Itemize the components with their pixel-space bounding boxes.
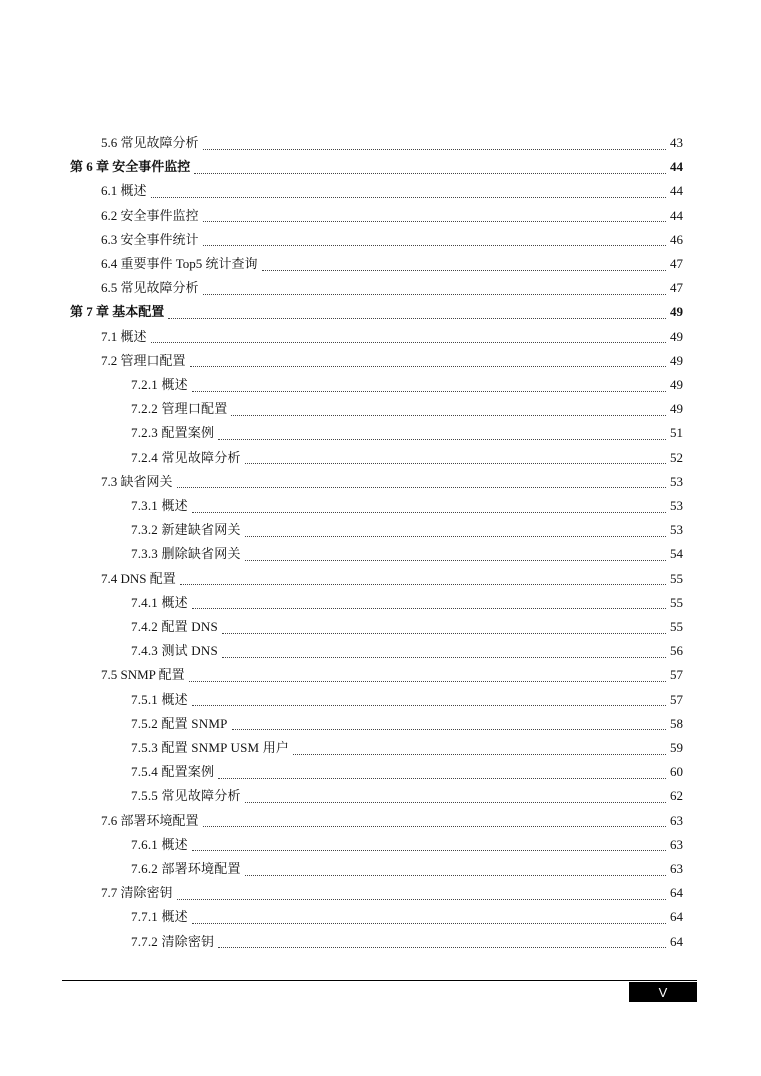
toc-leader-dots — [231, 415, 666, 416]
toc-subsection-entry[interactable] — [131, 857, 683, 881]
toc-subsection-entry[interactable] — [131, 494, 683, 518]
toc-section-entry[interactable] — [101, 567, 683, 591]
toc-page-number: 49 — [670, 352, 683, 368]
toc-leader-dots — [192, 705, 666, 706]
toc-page-number: 55 — [670, 594, 683, 610]
toc-page-number: 47 — [670, 280, 683, 296]
toc-page-number: 59 — [670, 740, 683, 755]
toc-leader-dots — [194, 173, 666, 174]
toc-entry-title: 7.2.3 配置案例 — [131, 425, 215, 441]
toc-entry-title: 7.6.1 概述 — [131, 836, 188, 852]
toc-entry-title: 7.3.2 新建缺省网关 — [131, 522, 241, 538]
toc-page-number: 49 — [670, 304, 683, 320]
toc-entry-title: 7.5.1 概述 — [131, 691, 188, 707]
toc-entry-title: 7.2.4 常见故障分析 — [131, 449, 241, 465]
toc-leader-dots — [218, 947, 666, 948]
toc-leader-dots — [203, 221, 666, 222]
toc-subsection-entry[interactable] — [131, 905, 683, 929]
toc-leader-dots — [151, 342, 666, 343]
toc-entry-title: 7.3.3 删除缺省网关 — [131, 546, 241, 562]
toc-section-entry[interactable] — [101, 179, 683, 203]
toc-page-number: 51 — [670, 425, 683, 441]
toc-leader-dots — [203, 826, 666, 827]
toc-leader-dots — [189, 681, 666, 682]
toc-subsection-entry[interactable] — [131, 639, 683, 663]
toc-entry-title: 6.1 概述 — [101, 183, 147, 199]
toc-leader-dots — [262, 270, 666, 271]
page-number-badge: V — [629, 982, 697, 1002]
toc-entry-title: 7.5.2 配置 SNMP — [131, 715, 228, 731]
toc-section-entry[interactable] — [101, 349, 683, 373]
toc-section-entry[interactable] — [101, 881, 683, 905]
toc-leader-dots — [245, 875, 666, 876]
toc-subsection-entry[interactable] — [131, 397, 683, 421]
toc-subsection-entry[interactable] — [131, 833, 683, 857]
toc-subsection-entry[interactable] — [131, 542, 683, 566]
toc-leader-dots — [190, 366, 666, 367]
toc-page-number: 57 — [670, 691, 683, 707]
toc-entry-title: 7.3 缺省网关 — [101, 473, 173, 489]
toc-leader-dots — [218, 439, 666, 440]
toc-page-number: 52 — [670, 449, 683, 465]
toc-leader-dots — [192, 608, 666, 609]
toc-page-number: 49 — [670, 401, 683, 417]
toc-leader-dots — [203, 245, 666, 246]
toc-subsection-entry[interactable] — [131, 688, 683, 712]
toc-page-number: 49 — [670, 377, 683, 392]
toc-page-number: 49 — [670, 328, 683, 344]
toc-page-number: 60 — [670, 764, 683, 780]
toc-section-entry[interactable] — [101, 809, 683, 833]
toc-entry-title: 5.6 常见故障分析 — [101, 135, 199, 150]
footer-divider — [62, 980, 697, 981]
toc-entry-title: 第 6 章 安全事件监控 — [70, 159, 191, 175]
toc-leader-dots — [245, 802, 666, 803]
toc-entry-title: 7.4.2 配置 DNS — [131, 619, 218, 634]
toc-leader-dots — [203, 294, 666, 295]
toc-page-number: 44 — [670, 159, 683, 175]
toc-leader-dots — [192, 850, 666, 851]
toc-section-entry[interactable] — [101, 228, 683, 252]
toc-leader-dots — [192, 923, 666, 924]
toc-entry-title: 7.1 概述 — [101, 328, 147, 344]
toc-entry-title: 第 7 章 基本配置 — [70, 304, 165, 320]
toc-leader-dots — [245, 463, 666, 464]
toc-page-number: 53 — [670, 498, 683, 513]
toc-entry-title: 7.5.5 常见故障分析 — [131, 788, 241, 804]
toc-page-number: 63 — [670, 861, 683, 876]
toc-entry-title: 7.7 清除密钥 — [101, 885, 173, 901]
toc-chapter-entry[interactable] — [70, 300, 683, 324]
toc-subsection-entry[interactable] — [131, 615, 683, 639]
toc-page-number: 62 — [670, 788, 683, 804]
toc-entry-title: 7.7.1 概述 — [131, 909, 188, 925]
toc-page-number: 57 — [670, 667, 683, 683]
toc-subsection-entry[interactable] — [131, 421, 683, 445]
toc-page-number: 53 — [670, 522, 683, 538]
toc-leader-dots — [203, 149, 666, 150]
toc-entry-title: 6.5 常见故障分析 — [101, 280, 199, 296]
toc-leader-dots — [245, 536, 666, 537]
toc-leader-dots — [222, 657, 666, 658]
toc-leader-dots — [245, 560, 666, 561]
toc-entry-title: 7.2.2 管理口配置 — [131, 401, 228, 417]
toc-subsection-entry[interactable] — [131, 736, 683, 760]
toc-section-entry[interactable] — [101, 276, 683, 300]
toc-entry-title: 7.4.1 概述 — [131, 594, 188, 610]
toc-page-number: 47 — [670, 256, 683, 271]
toc-leader-dots — [293, 754, 666, 755]
toc-section-entry[interactable] — [101, 204, 683, 228]
toc-entry-title: 7.7.2 清除密钥 — [131, 933, 215, 949]
toc-page-number: 58 — [670, 715, 683, 731]
toc-leader-dots — [232, 729, 666, 730]
toc-page-number: 64 — [670, 933, 683, 949]
toc-subsection-entry[interactable] — [131, 591, 683, 615]
toc-entry-title: 6.2 安全事件监控 — [101, 207, 199, 223]
toc-leader-dots — [177, 487, 666, 488]
toc-page-number: 53 — [670, 473, 683, 489]
toc-page-number: 55 — [670, 619, 683, 634]
toc-leader-dots — [177, 899, 666, 900]
toc-page-number: 64 — [670, 885, 683, 901]
toc-entry-title: 7.2 管理口配置 — [101, 352, 186, 368]
toc-entry-title: 7.5.4 配置案例 — [131, 764, 215, 780]
toc-leader-dots — [192, 512, 666, 513]
toc-page-number: 44 — [670, 183, 683, 199]
toc-section-entry[interactable] — [101, 663, 683, 687]
toc-page-number: 54 — [670, 546, 683, 562]
toc-entry-title: 7.5.3 配置 SNMP USM 用户 — [131, 740, 290, 755]
toc-leader-dots — [218, 778, 666, 779]
toc-leader-dots — [168, 318, 666, 319]
toc-page-number: 44 — [670, 207, 683, 223]
toc-entry-title: 7.2.1 概述 — [131, 377, 188, 392]
toc-entry-title: 6.3 安全事件统计 — [101, 231, 199, 247]
toc-entry-title: 7.4 DNS 配置 — [101, 570, 176, 586]
toc-leader-dots — [180, 584, 666, 585]
toc-entry-title: 7.5 SNMP 配置 — [101, 667, 185, 683]
toc-page-number: 63 — [670, 836, 683, 852]
toc-page-number: 56 — [670, 643, 683, 659]
toc-page-number: 46 — [670, 231, 683, 247]
toc-entry-title: 6.4 重要事件 Top5 统计查询 — [101, 256, 258, 271]
toc-subsection-entry[interactable] — [131, 930, 683, 954]
toc-leader-dots — [192, 391, 666, 392]
toc-page-number: 43 — [670, 135, 683, 150]
toc-subsection-entry[interactable] — [131, 373, 683, 397]
toc-section-entry[interactable] — [101, 131, 683, 155]
toc-leader-dots — [151, 197, 666, 198]
toc-entry-title: 7.4.3 测试 DNS — [131, 643, 218, 659]
toc-subsection-entry[interactable] — [131, 760, 683, 784]
toc-section-entry[interactable] — [101, 252, 683, 276]
toc-leader-dots — [222, 633, 666, 634]
toc-entry-title: 7.6.2 部署环境配置 — [131, 861, 241, 876]
toc-chapter-entry[interactable] — [70, 155, 683, 179]
toc-page-number: 63 — [670, 812, 683, 828]
toc-section-entry[interactable] — [101, 470, 683, 494]
toc-entry-title: 7.6 部署环境配置 — [101, 812, 199, 828]
toc-section-entry[interactable] — [101, 325, 683, 349]
toc-subsection-entry[interactable] — [131, 784, 683, 808]
toc-page-number: 55 — [670, 570, 683, 586]
toc-subsection-entry[interactable] — [131, 712, 683, 736]
toc-subsection-entry[interactable] — [131, 518, 683, 542]
toc-page-number: 64 — [670, 909, 683, 925]
toc-subsection-entry[interactable] — [131, 446, 683, 470]
toc-entry-title: 7.3.1 概述 — [131, 498, 188, 513]
